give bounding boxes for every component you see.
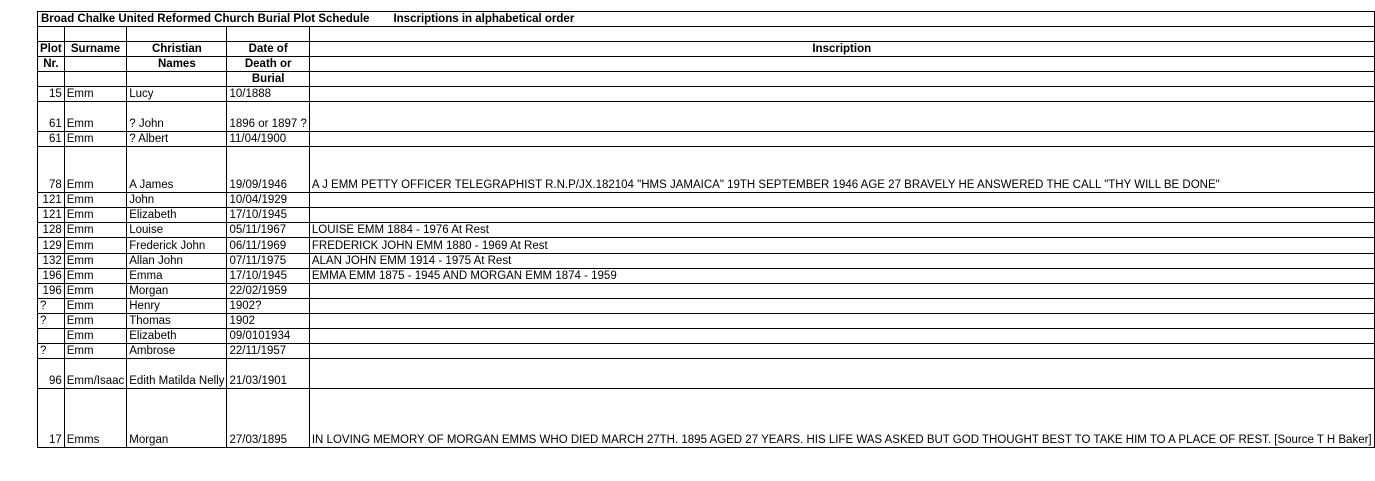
- header-christian-line2: Names: [127, 57, 227, 72]
- cell-surname: Emm/Isaac: [64, 359, 127, 389]
- cell-christian: Emma: [127, 269, 227, 284]
- header-inscription: Inscription: [309, 42, 1374, 57]
- header-plot-line1: Plot: [38, 42, 65, 57]
- header-surname: Surname: [64, 42, 127, 57]
- cell-surname: Emm: [64, 193, 127, 208]
- cell-christian: Morgan: [127, 389, 227, 448]
- table-row: [38, 269, 1375, 284]
- cell-date: 1902: [227, 314, 309, 329]
- cell-plot: [38, 329, 65, 344]
- table-row: [38, 389, 1375, 448]
- burial-schedule-table: [37, 11, 1375, 448]
- cell-surname: Emm: [64, 238, 127, 254]
- cell-inscription: FREDERICK JOHN EMM 1880 - 1969 At Rest: [309, 238, 1374, 254]
- cell-surname: Emm: [64, 284, 127, 299]
- cell-date: 17/10/1945: [227, 208, 309, 223]
- header-row-1: [38, 42, 1375, 57]
- cell-date: 06/11/1969: [227, 238, 309, 254]
- cell-plot: ?: [38, 314, 65, 329]
- cell-plot: 196: [38, 284, 65, 299]
- cell-plot: 17: [38, 389, 65, 448]
- cell-date: 19/09/1946: [227, 147, 309, 193]
- cell-inscription: [309, 208, 1374, 223]
- cell-date: 10/1888: [227, 87, 309, 102]
- table-row: [38, 254, 1375, 269]
- cell-date: 07/11/1975: [227, 254, 309, 269]
- cell-christian: Henry: [127, 299, 227, 314]
- cell-plot: 96: [38, 359, 65, 389]
- cell-plot: ?: [38, 299, 65, 314]
- cell-surname: Emm: [64, 344, 127, 359]
- cell-surname: Emm: [64, 299, 127, 314]
- cell-date: 1896 or 1897 ?: [227, 102, 309, 132]
- cell-inscription: LOUISE EMM 1884 - 1976 At Rest: [309, 223, 1374, 238]
- cell-christian: Lucy: [127, 87, 227, 102]
- cell-surname: Emm: [64, 269, 127, 284]
- header-row-3: [38, 72, 1375, 87]
- sheet-title-left: Broad Chalke United Reformed Church Burial Plot Schedule: [41, 13, 370, 25]
- cell-christian: A James: [127, 147, 227, 193]
- cell-plot: 121: [38, 193, 65, 208]
- cell-date: 09/0101934: [227, 329, 309, 344]
- cell-plot: ?: [38, 344, 65, 359]
- header-plot-line2: Nr.: [38, 57, 65, 72]
- title-row: [38, 12, 1375, 27]
- cell-surname: Emm: [64, 314, 127, 329]
- cell-christian: Edith Matilda Nelly: [127, 359, 227, 389]
- header-date-line3: Burial: [227, 72, 309, 87]
- cell-plot: 128: [38, 223, 65, 238]
- cell-surname: Emm: [64, 132, 127, 147]
- cell-inscription: [309, 299, 1374, 314]
- cell-inscription: [309, 102, 1374, 132]
- cell-christian: Elizabeth: [127, 329, 227, 344]
- table-row: [38, 314, 1375, 329]
- cell-date: 22/11/1957: [227, 344, 309, 359]
- cell-date: 1902?: [227, 299, 309, 314]
- table-row: [38, 193, 1375, 208]
- header-row-2: [38, 57, 1375, 72]
- cell-plot: 121: [38, 208, 65, 223]
- sheet-title-right: Inscriptions in alphabetical order: [393, 13, 575, 25]
- cell-surname: Emms: [64, 389, 127, 448]
- table-row: [38, 329, 1375, 344]
- cell-christian: ? Albert: [127, 132, 227, 147]
- cell-plot: 61: [38, 132, 65, 147]
- cell-christian: Morgan: [127, 284, 227, 299]
- cell-surname: Emm: [64, 254, 127, 269]
- cell-plot: 132: [38, 254, 65, 269]
- cell-surname: Emm: [64, 87, 127, 102]
- table-row: [38, 223, 1375, 238]
- table-row: [38, 102, 1375, 132]
- cell-inscription: [309, 284, 1374, 299]
- cell-surname: Emm: [64, 329, 127, 344]
- table-row: [38, 132, 1375, 147]
- cell-plot: 61: [38, 102, 65, 132]
- table-row: [38, 238, 1375, 254]
- cell-plot: 129: [38, 238, 65, 254]
- cell-christian: John: [127, 193, 227, 208]
- cell-inscription: [309, 359, 1374, 389]
- cell-plot: 78: [38, 147, 65, 193]
- cell-inscription: A J EMM PETTY OFFICER TELEGRAPHIST R.N.P/JX.182104 "HMS JAMAICA" 19TH SEPTEMBER 1946 AGE 27 BRAVELY HE ANSWERED THE CALL "THY WILL BE DONE": [309, 147, 1374, 193]
- table-row: [38, 344, 1375, 359]
- spacer-row: [38, 27, 1375, 42]
- cell-plot: 15: [38, 87, 65, 102]
- cell-date: 27/03/1895: [227, 389, 309, 448]
- cell-christian: Allan John: [127, 254, 227, 269]
- cell-surname: Emm: [64, 208, 127, 223]
- header-christian-line1: Christian: [127, 42, 227, 57]
- cell-surname: Emm: [64, 223, 127, 238]
- cell-inscription: EMMA EMM 1875 - 1945 AND MORGAN EMM 1874 - 1959: [309, 269, 1374, 284]
- cell-inscription: [309, 314, 1374, 329]
- cell-plot: 196: [38, 269, 65, 284]
- cell-inscription: ALAN JOHN EMM 1914 - 1975 At Rest: [309, 254, 1374, 269]
- cell-inscription: [309, 132, 1374, 147]
- cell-inscription: IN LOVING MEMORY OF MORGAN EMMS WHO DIED MARCH 27TH. 1895 AGED 27 YEARS. HIS LIFE WAS ASKED BUT GOD THOUGHT BEST TO TAKE HIM TO A PLACE OF REST. [Source T H Baker]: [309, 389, 1374, 448]
- cell-date: 22/02/1959: [227, 284, 309, 299]
- cell-christian: ? John: [127, 102, 227, 132]
- cell-date: 11/04/1900: [227, 132, 309, 147]
- cell-christian: Ambrose: [127, 344, 227, 359]
- cell-date: 21/03/1901: [227, 359, 309, 389]
- header-date-line1: Date of: [227, 42, 309, 57]
- cell-surname: Emm: [64, 102, 127, 132]
- cell-inscription: [309, 329, 1374, 344]
- table-row: [38, 359, 1375, 389]
- cell-inscription: [309, 87, 1374, 102]
- cell-date: 10/04/1929: [227, 193, 309, 208]
- header-date-line2: Death or: [227, 57, 309, 72]
- cell-christian: Elizabeth: [127, 208, 227, 223]
- cell-date: 05/11/1967: [227, 223, 309, 238]
- table-row: [38, 284, 1375, 299]
- cell-surname: Emm: [64, 147, 127, 193]
- cell-christian: Thomas: [127, 314, 227, 329]
- sheet-title: [38, 12, 1375, 27]
- table-row: [38, 208, 1375, 223]
- cell-inscription: [309, 344, 1374, 359]
- cell-date: 17/10/1945: [227, 269, 309, 284]
- cell-christian: Louise: [127, 223, 227, 238]
- cell-christian: Frederick John: [127, 238, 227, 254]
- table-row: [38, 87, 1375, 102]
- table-row: [38, 299, 1375, 314]
- cell-inscription: [309, 193, 1374, 208]
- table-row: [38, 147, 1375, 193]
